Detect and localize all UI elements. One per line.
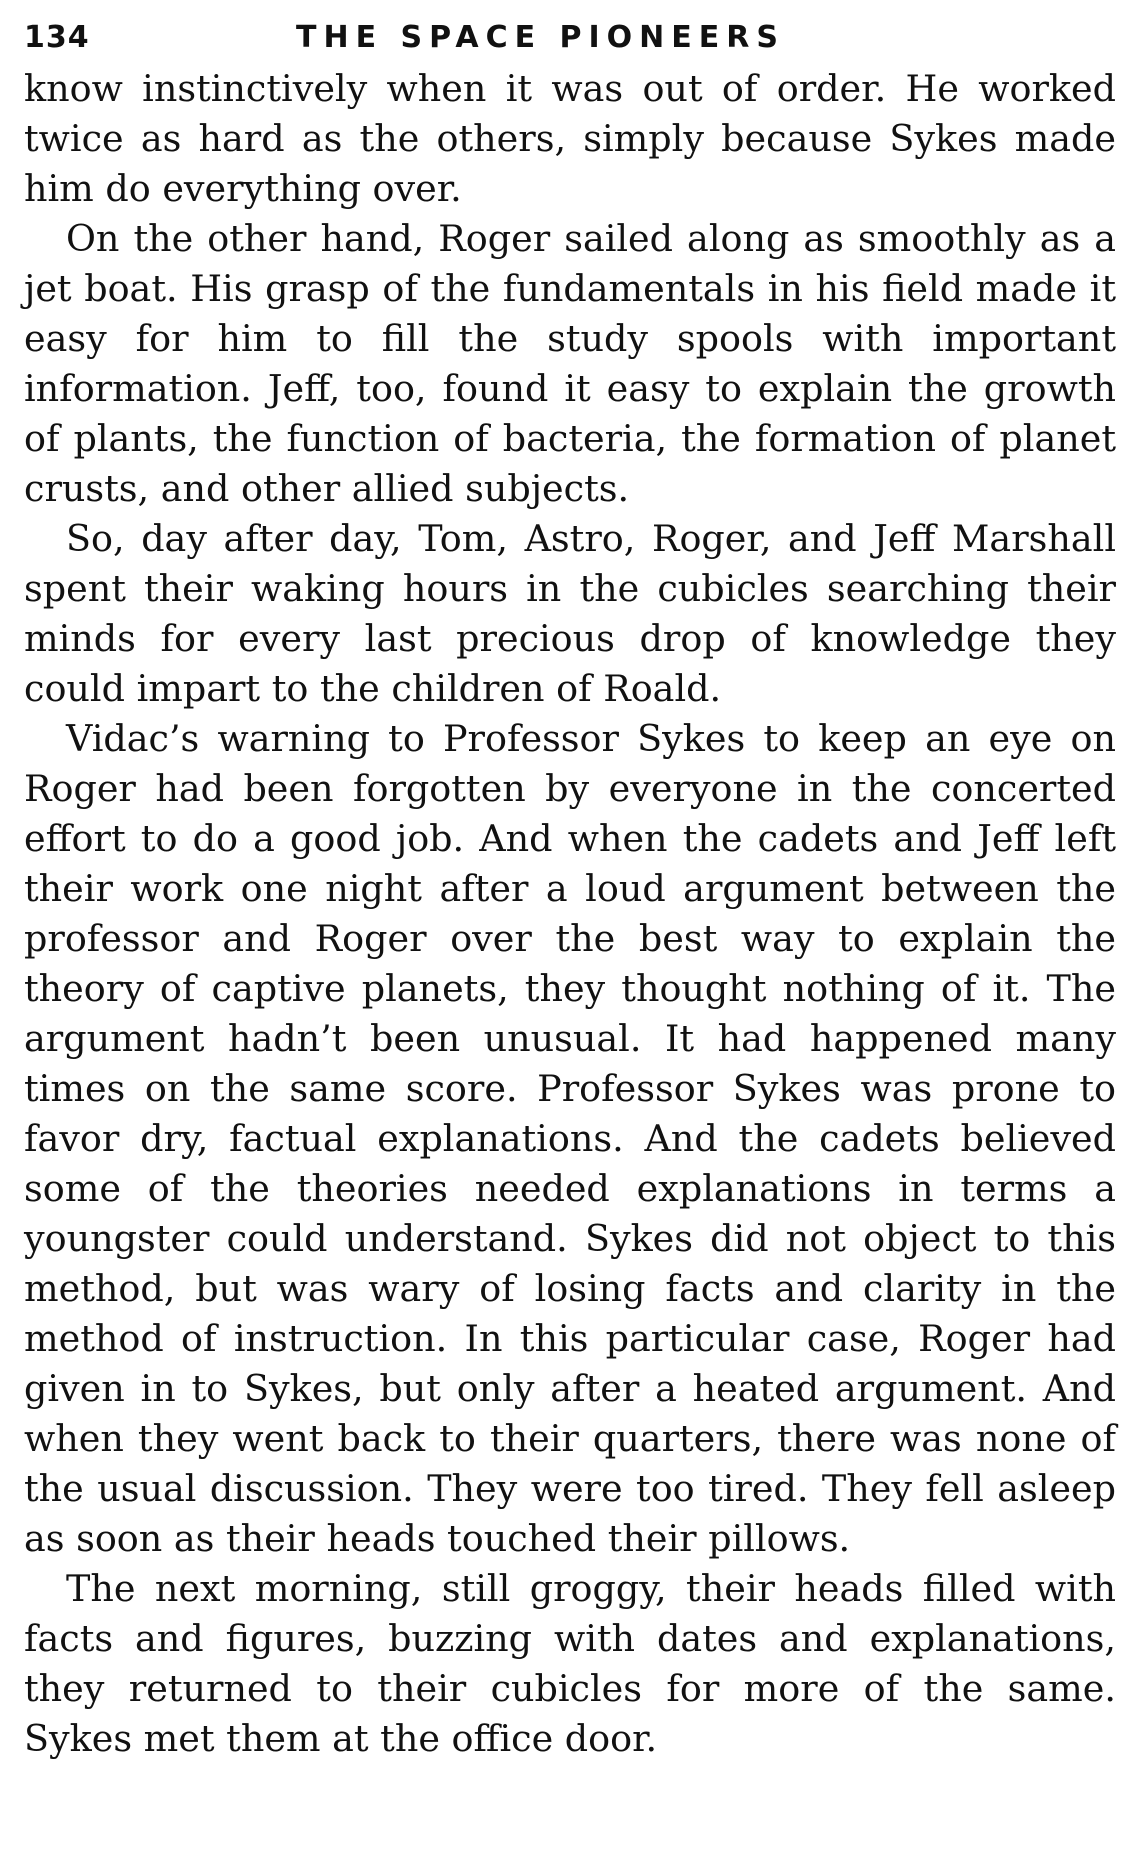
book-title: THE SPACE PIONEERS (296, 20, 785, 55)
body-text (24, 64, 1116, 1764)
paragraph: On the other hand, Roger sailed along as smoothly as a jet boat. His grasp of the fundamentals in his field made it easy for him to fill the study spools with important information. Jeff, too, found it easy to explain the growth of plants, the function of bacteria, the formation of planet crusts, and other allied subjects. (24, 217, 1116, 510)
paragraph-continued: know instinctively when it was out of order. He worked twice as hard as the others, simply because Sykes made him do everything over. (24, 67, 1116, 210)
paragraph: The next morning, still groggy, their heads filled with facts and figures, buzzing with dates and explanations, they returned to their cubicles for more of the same. Sykes met them at the office door. (24, 1567, 1116, 1760)
page-number: 134 (24, 20, 90, 55)
paragraph: Vidac’s warning to Professor Sykes to keep an eye on Roger had been forgotten by everyone in the concerted effort to do a good job. And when the cadets and Jeff left their work one night after a loud argument between the professor and Roger over the best way to explain the theory of captive planets, they thought nothing of it. The argument hadn’t been unusual. It had happened many times on the same score. Professor Sykes was prone to favor dry, factual explanations. And the cadets believed some of the theories needed explanations in terms a youngster could understand. Sykes did not object to this method, but was wary of losing facts and clarity in the method of instruction. In this particular case, Roger had given in to Sykes, but only after a heated argument. And when they went back to their quarters, there was none of the usual discussion. They were too tired. They fell asleep as soon as their heads touched their pillows. (24, 717, 1116, 1560)
book-page (24, 18, 1116, 1764)
running-head (24, 18, 1116, 58)
paragraph: So, day after day, Tom, Astro, Roger, and Jeff Marshall spent their waking hours in the cubicles searching their minds for every last precious drop of knowledge they could impart to the children of Roald. (24, 517, 1116, 710)
